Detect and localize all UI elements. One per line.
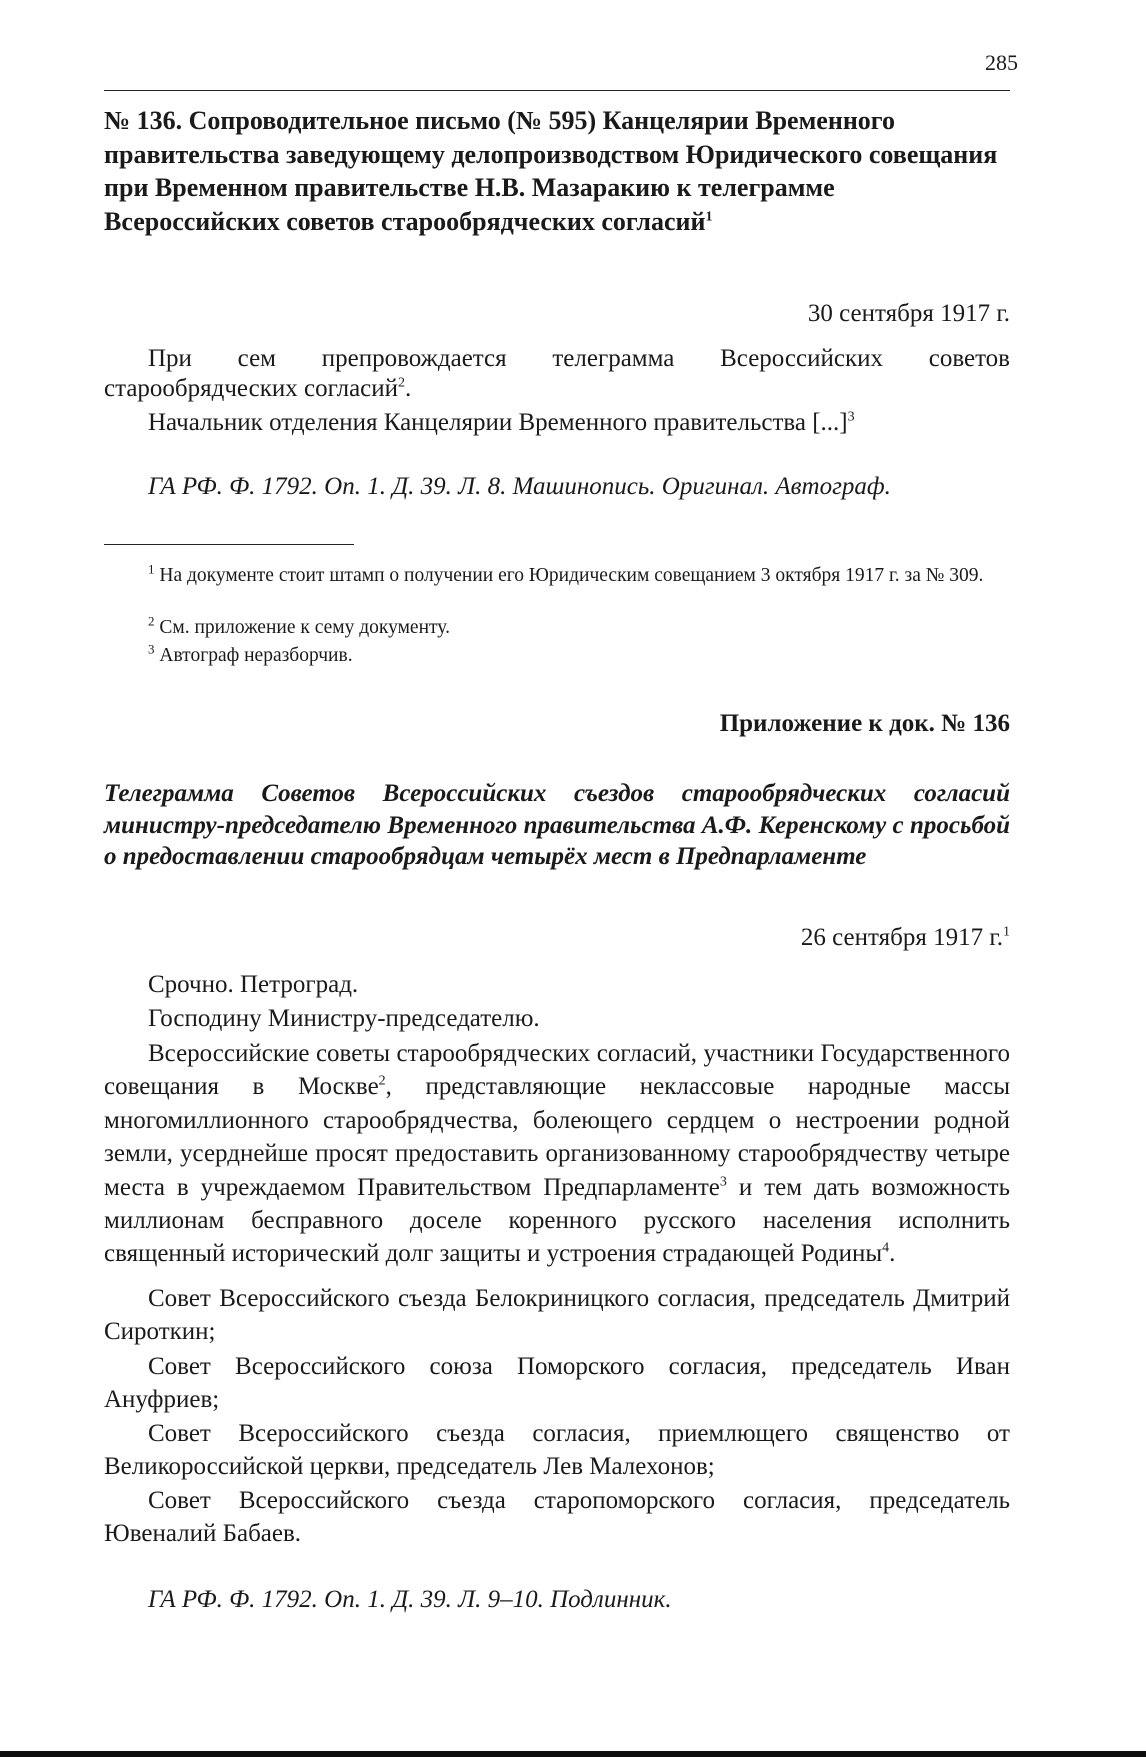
telegram-main-text	[104, 1037, 1010, 1271]
footnote-1	[104, 561, 1010, 588]
appendix-date	[801, 924, 1010, 952]
footnote-3-text: Автограф неразборчив.	[159, 645, 353, 666]
signatory-1: Совет Всероссийского съезда Белокриницкого согласия, председатель Дмитрий Сироткин;	[104, 1285, 1010, 1346]
footnote-ref-1: 1	[705, 208, 713, 224]
signatory-2: Совет Всероссийского союза Поморского согласия, председатель Иван Ануфриев;	[104, 1353, 1010, 1414]
telegram-main-b: , представляющие неклассовые народные массы многомиллионного старообрядчества, болеющего сердцем о нестроении родной земли, усерднейше просят предоставить организованному старообрядчеству четыре места в учреждаемом Правительством Предпарламенте	[104, 1073, 1010, 1201]
header-rule	[104, 90, 1010, 91]
appendix-archive-reference: ГА РФ. Ф. 1792. Оп. 1. Д. 39. Л. 9–10. Подлинник.	[148, 1586, 672, 1613]
footnote-2-number: 2	[148, 613, 155, 629]
appendix-title: Телеграмма Советов Всероссийских съездов старообрядческих согласий министру-председателю Временного правительства А.Ф. Керенскому с просьбой о предоставлении старообрядцам четырёх мест в Предпарламенте	[104, 780, 1010, 870]
signatory-4: Совет Всероссийского съезда старопоморского согласия, председатель Ювеналий Бабаев.	[104, 1487, 1010, 1548]
document-body	[104, 344, 1010, 404]
document-date: 30 сентября 1917 г.	[807, 300, 1010, 327]
signatory-3: Совет Всероссийского съезда согласия, приемлющего священство от Великороссийской церкви, председатель Лев Малехонов;	[104, 1420, 1010, 1481]
archive-reference: ГА РФ. Ф. 1792. Оп. 1. Д. 39. Л. 8. Машинопись. Оригинал. Автограф.	[148, 473, 891, 500]
document-body-text: При сем препровождается телеграмма Всероссийских советов старообрядческих согласий	[104, 345, 1010, 402]
appendix-footnote-ref-2: 2	[378, 1074, 386, 1090]
footnote-rule	[104, 544, 354, 545]
telegram-addressee: Господину Министру-председателю.	[148, 1005, 540, 1032]
document-heading	[104, 104, 1010, 238]
footnote-1-number: 1	[148, 561, 155, 577]
footnote-ref-2: 2	[398, 375, 406, 391]
footnote-3	[104, 641, 1010, 668]
telegram-line-urgent: Срочно. Петроград.	[148, 971, 359, 998]
document-body-end: .	[405, 375, 412, 402]
document-heading-text: № 136. Сопроводительное письмо (№ 595) Канцелярии Временного правительства заведующему делопроизводством Юридического совещания при Временном правительстве Н.В. Мазаракию к телеграмме Всероссийских советов старообрядческих согласий	[104, 106, 998, 236]
appendix-footnote-ref-3: 3	[719, 1174, 727, 1190]
appendix-footnote-ref-1: 1	[1003, 924, 1010, 940]
appendix-date-text: 26 сентября 1917 г.	[800, 924, 1003, 951]
telegram-main-d: .	[889, 1240, 896, 1268]
signature-line	[104, 408, 1010, 438]
footnote-2-text: См. приложение к сему документу.	[159, 617, 450, 638]
appendix-label: Приложение к док. № 136	[719, 710, 1010, 737]
telegram-main-a: Всероссийские советы старообрядческих согласий, участники Государственного совещания в Москве	[104, 1040, 1010, 1101]
footnote-ref-3: 3	[847, 409, 855, 425]
telegram-main-c: и тем дать возможность миллионам бесправного доселе коренного русского населения исполнить священный исторический долг защиты и устроения страдающей Родины	[104, 1173, 1010, 1268]
appendix-footnote-ref-4: 4	[882, 1241, 890, 1257]
scan-bottom-edge	[0, 1751, 1146, 1757]
footnote-3-number: 3	[148, 641, 155, 657]
footnote-1-text: На документе стоит штамп о получении его Юридическим совещанием 3 октября 1917 г. за № 309.	[159, 565, 984, 586]
signature-text: Начальник отделения Канцелярии Временного правительства [...]	[148, 409, 848, 436]
footnote-2	[104, 613, 1010, 640]
page-number: 285	[985, 50, 1018, 75]
